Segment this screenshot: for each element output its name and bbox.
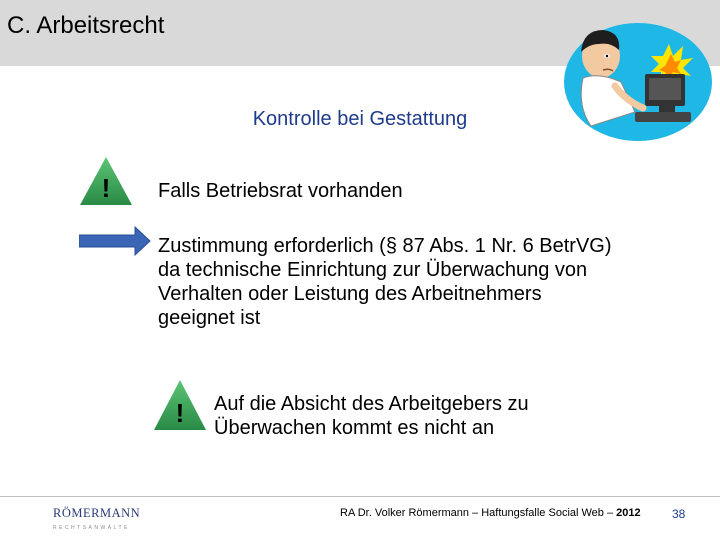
roemermann-logo bbox=[53, 506, 148, 536]
text-line: geeignet ist bbox=[158, 307, 261, 329]
footer-divider bbox=[0, 496, 720, 497]
arrow-right-icon bbox=[79, 226, 151, 256]
text-line: Überwachen kommt es nicht an bbox=[214, 417, 495, 439]
logo-tagline: RECHTSANWÄLTE bbox=[53, 525, 130, 531]
header-title: C. Arbeitsrecht bbox=[7, 12, 165, 39]
point-betriebsrat: Falls Betriebsrat vorhanden bbox=[158, 180, 403, 202]
warning-triangle-icon bbox=[78, 155, 134, 207]
footer-author-text: RA Dr. Volker Römermann – Haftungsfalle Social Web – bbox=[340, 507, 617, 519]
logo-wordmark: RÖMERMANN bbox=[53, 506, 141, 520]
text-line: Zustimmung erforderlich (§ 87 Abs. 1 Nr. 6 BetrVG) bbox=[158, 235, 612, 257]
point-absicht bbox=[214, 392, 529, 440]
warning-symbol: ! bbox=[101, 173, 111, 203]
point-zustimmung bbox=[158, 234, 612, 330]
text-line: Auf die Absicht des Arbeitgebers zu bbox=[214, 393, 529, 415]
page-number: 38 bbox=[672, 507, 686, 521]
warning-triangle-icon bbox=[152, 378, 208, 432]
footer-year: 2012 bbox=[616, 507, 641, 519]
warning-symbol: ! bbox=[175, 398, 185, 428]
text-line: da technische Einrichtung zur Überwachung von bbox=[158, 259, 588, 281]
footer-author bbox=[340, 507, 641, 519]
slide-subtitle: Kontrolle bei Gestattung bbox=[252, 108, 468, 130]
text-line: Verhalten oder Leistung des Arbeitnehmers bbox=[158, 283, 542, 305]
